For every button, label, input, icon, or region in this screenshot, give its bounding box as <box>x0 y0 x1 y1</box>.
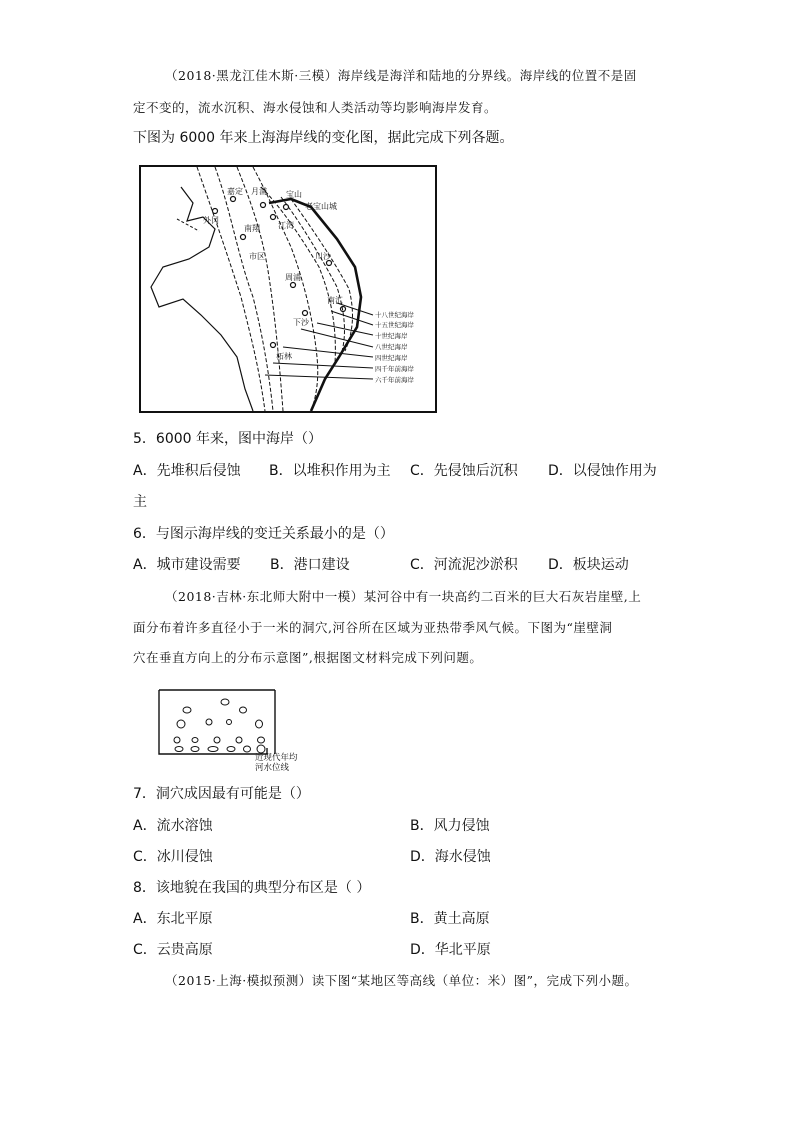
place-label: 川沙 <box>315 252 331 261</box>
q5-option-a[interactable]: A．先堆积后侵蚀 <box>133 463 241 479</box>
passage1-line3: 下图为 6000 年来上海海岸线的变化图，据此完成下列各题。 <box>133 130 514 146</box>
legend-leader <box>273 363 373 368</box>
cliff-caves-svg <box>155 688 325 772</box>
passage2-line2: 面分布着许多直径小于一米的洞穴,河谷所在区域为亚热带季风气候。下图为“崖壁洞 <box>133 620 613 635</box>
q8-option-b[interactable]: B．黄土高原 <box>410 911 490 927</box>
place-label: 嘉定 <box>227 187 243 196</box>
water-level-label-2: 河水位线 <box>255 763 290 772</box>
q5-stem: 5．6000 年来，图中海岸（） <box>133 431 322 447</box>
q7-option-a[interactable]: A．流水溶蚀 <box>133 818 213 834</box>
legend-label: 十八世纪海岸 <box>375 311 414 319</box>
cliff-caves-figure <box>155 688 325 772</box>
modern-coastline <box>269 199 361 411</box>
passage1-line1: （2018·黑龙江佳木斯·三模）海岸线是海洋和陆地的分界线。海岸线的位置不是固 <box>165 68 637 83</box>
q6-option-a[interactable]: A．城市建设需要 <box>133 557 241 573</box>
cliff-left-edge <box>159 690 267 754</box>
place-label: 月浦 <box>251 187 267 196</box>
coastline-4c <box>237 167 283 411</box>
legend-label: 四千年前海岸 <box>375 365 414 373</box>
legend-label: 六千年前海岸 <box>375 376 414 384</box>
q6-option-b[interactable]: B．港口建设 <box>270 557 350 573</box>
place-label: 柘林 <box>276 352 292 361</box>
place-label: 南汇 <box>327 296 343 305</box>
legend-label: 十五世纪海岸 <box>375 321 414 329</box>
q5-option-d[interactable]: D．以侵蚀作用为 <box>548 463 657 479</box>
legend-leader <box>301 329 373 347</box>
place-label: 江湾 <box>278 221 294 230</box>
place-label: 南翔 <box>244 224 260 233</box>
land-outline <box>151 187 253 411</box>
q8-option-c[interactable]: C．云贵高原 <box>133 942 213 958</box>
q7-option-d[interactable]: D．海水侵蚀 <box>410 849 491 865</box>
q7-option-c[interactable]: C．冰川侵蚀 <box>133 849 213 865</box>
q5-option-b[interactable]: B．以堆积作用为主 <box>269 463 391 479</box>
q6-option-d[interactable]: D．板块运动 <box>548 557 629 573</box>
passage1-line2: 定不变的，流水沉积、海水侵蚀和人类活动等均影响海岸发育。 <box>133 100 498 115</box>
cave-holes <box>174 699 265 753</box>
passage3-line1: （2015·上海·模拟预测）读下图“某地区等高线（单位：米）图”，完成下列小题。 <box>165 973 638 988</box>
passage2-line3: 穴在垂直方向上的分布示意图”,根据图文材料完成下列问题。 <box>133 650 483 665</box>
q8-stem: 8．该地貌在我国的典型分布区是（ ） <box>133 880 371 896</box>
q5-option-c[interactable]: C．先侵蚀后沉积 <box>410 463 518 479</box>
legend-leader <box>283 347 373 357</box>
legend-label: 四世纪海岸 <box>375 354 408 362</box>
legend-leader <box>265 375 373 379</box>
q5-option-d-cont: 主 <box>133 494 147 510</box>
legend-label: 八世纪海岸 <box>375 343 408 351</box>
q8-option-a[interactable]: A．东北平原 <box>133 911 213 927</box>
place-label: 下沙 <box>293 318 309 327</box>
place-label: 宝山 <box>286 190 302 199</box>
place-label: 老宝山城 <box>305 202 337 211</box>
water-level-label-1: 近现代年均 <box>255 753 298 763</box>
legend-leader <box>317 323 373 335</box>
shanghai-coastline-map <box>139 165 437 413</box>
coastline-6000 <box>197 167 265 411</box>
place-label: 周浦 <box>285 273 301 282</box>
q6-stem: 6．与图示海岸线的变迁关系最小的是（） <box>133 526 394 542</box>
passage2-line1: （2018·吉林·东北师大附中一模）某河谷中有一块高约二百米的巨大石灰岩崖壁,上 <box>165 589 642 604</box>
place-label: 外冈 <box>203 216 219 225</box>
place-label: 市区 <box>249 252 265 261</box>
q6-option-c[interactable]: C．河流泥沙淤积 <box>410 557 518 573</box>
q8-option-d[interactable]: D．华北平原 <box>410 942 491 958</box>
legend-label: 十世纪海岸 <box>375 332 408 340</box>
coastline-map-svg <box>141 167 435 411</box>
q7-option-b[interactable]: B．风力侵蚀 <box>410 818 490 834</box>
q7-stem: 7．洞穴成因最有可能是（） <box>133 786 310 802</box>
